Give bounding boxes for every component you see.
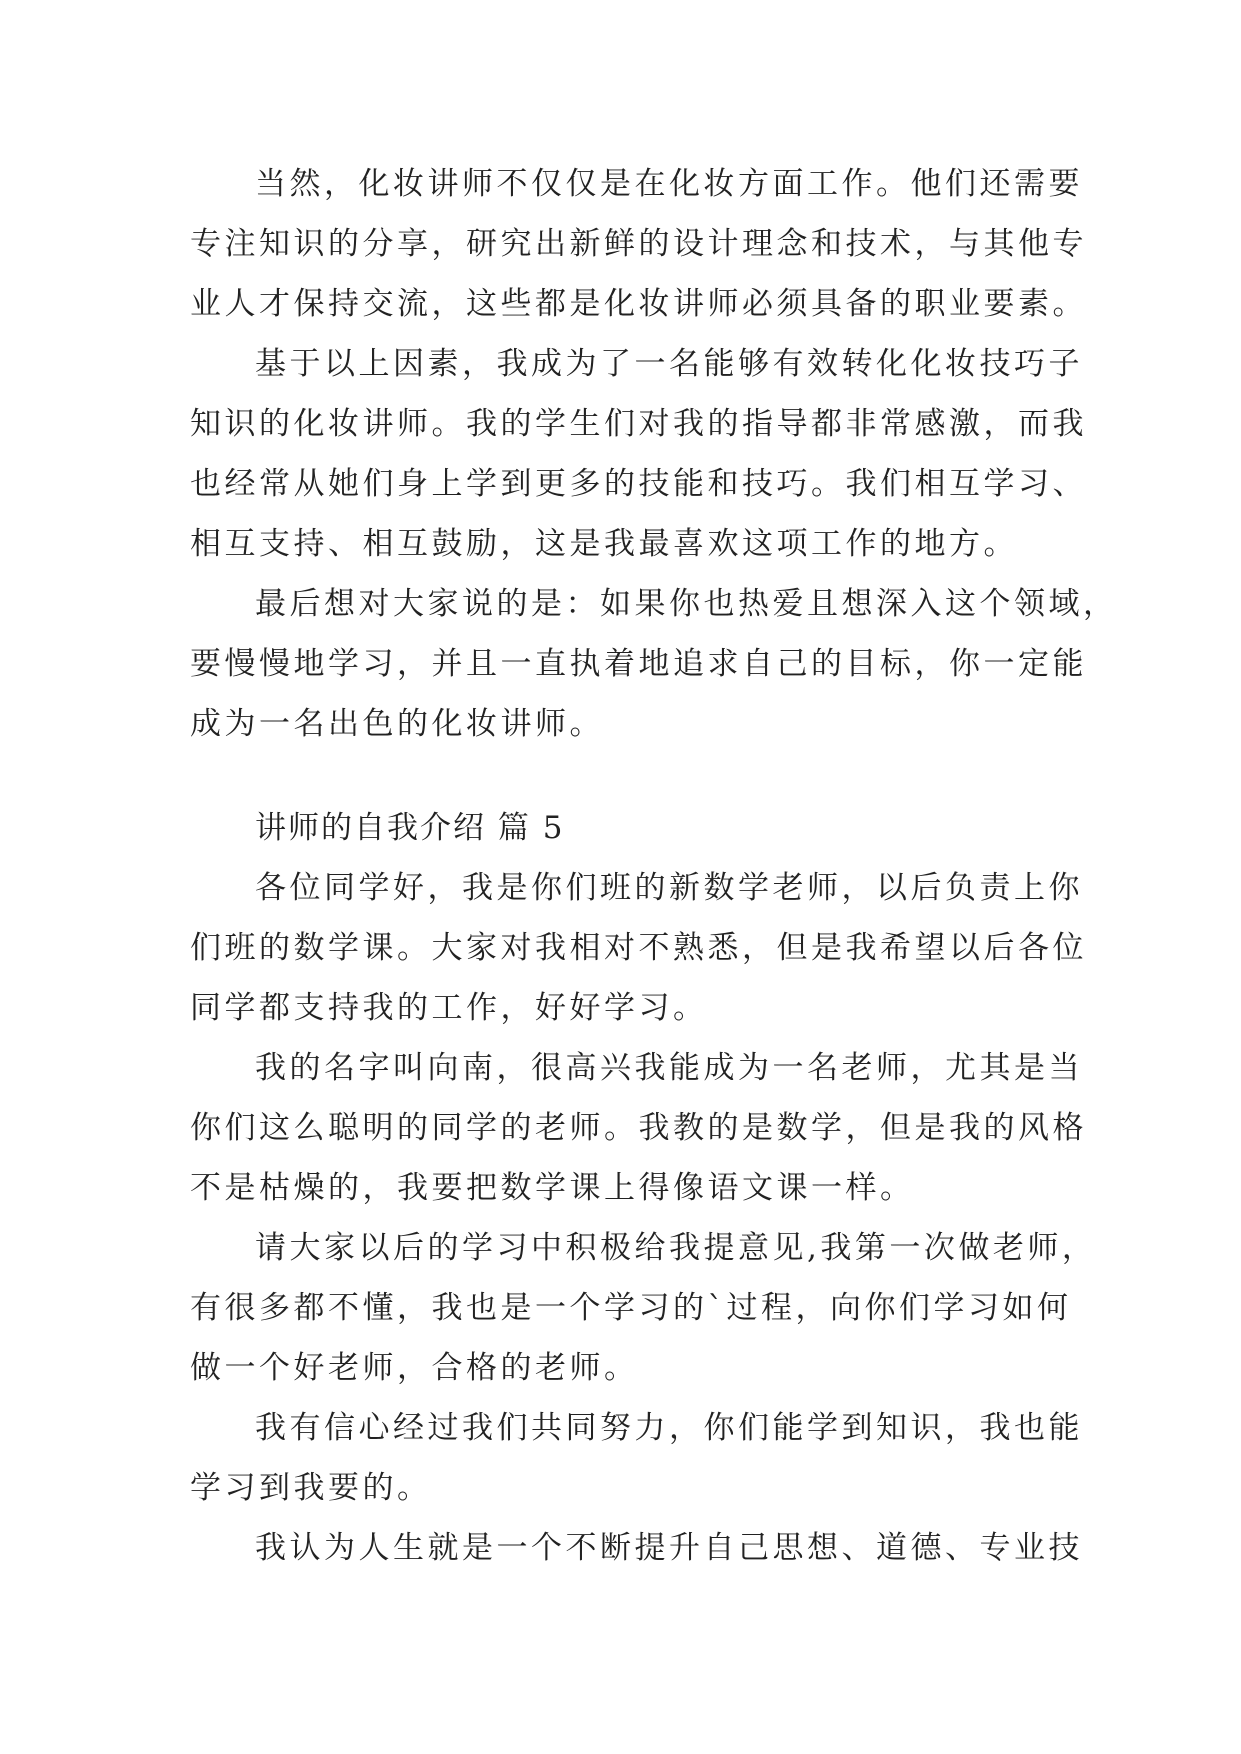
paragraph-line: 有很多都不懂，我也是一个学习的`过程，向你们学习如何 <box>190 1290 1072 1326</box>
paragraph-line: 最后想对大家说的是：如果你也热爱且想深入这个领域， <box>255 586 1118 622</box>
paragraph-line: 我认为人生就是一个不断提升自己思想、道德、专业技 <box>255 1530 1083 1566</box>
paragraph-line: 当然，化妆讲师不仅仅是在化妆方面工作。他们还需要 <box>255 166 1083 202</box>
paragraph-line: 成为一名出色的化妆讲师。 <box>190 706 604 742</box>
paragraph-line: 们班的数学课。大家对我相对不熟悉，但是我希望以后各位 <box>190 930 1087 966</box>
paragraph-line: 相互支持、相互鼓励，这是我最喜欢这项工作的地方。 <box>190 526 1018 562</box>
paragraph-line: 业人才保持交流，这些都是化妆讲师必须具备的职业要素。 <box>190 286 1087 322</box>
paragraph-line: 我有信心经过我们共同努力，你们能学到知识，我也能 <box>255 1410 1083 1446</box>
paragraph-line: 基于以上因素，我成为了一名能够有效转化化妆技巧子 <box>255 346 1083 382</box>
paragraph-line: 要慢慢地学习，并且一直执着地追求自己的目标，你一定能 <box>190 646 1087 682</box>
paragraph-line: 同学都支持我的工作，好好学习。 <box>190 990 708 1026</box>
paragraph-line: 知识的化妆讲师。我的学生们对我的指导都非常感激，而我 <box>190 406 1087 442</box>
paragraph-line: 各位同学好，我是你们班的新数学老师，以后负责上你 <box>255 870 1083 906</box>
paragraph-line: 也经常从她们身上学到更多的技能和技巧。我们相互学习、 <box>190 466 1087 502</box>
paragraph-line: 我的名字叫向南，很高兴我能成为一名老师，尤其是当 <box>255 1050 1083 1086</box>
paragraph-line: 请大家以后的学习中积极给我提意见,我第一次做老师， <box>255 1230 1097 1266</box>
paragraph-line: 做一个好老师，合格的老师。 <box>190 1350 639 1386</box>
paragraph-line: 专注知识的分享，研究出新鲜的设计理念和技术，与其他专 <box>190 226 1087 262</box>
paragraph-line: 不是枯燥的，我要把数学课上得像语文课一样。 <box>190 1170 915 1206</box>
paragraph-line: 你们这么聪明的同学的老师。我教的是数学，但是我的风格 <box>190 1110 1087 1146</box>
section-heading: 讲师的自我介绍 篇 5 <box>255 810 565 846</box>
paragraph-line: 学习到我要的。 <box>190 1470 432 1506</box>
